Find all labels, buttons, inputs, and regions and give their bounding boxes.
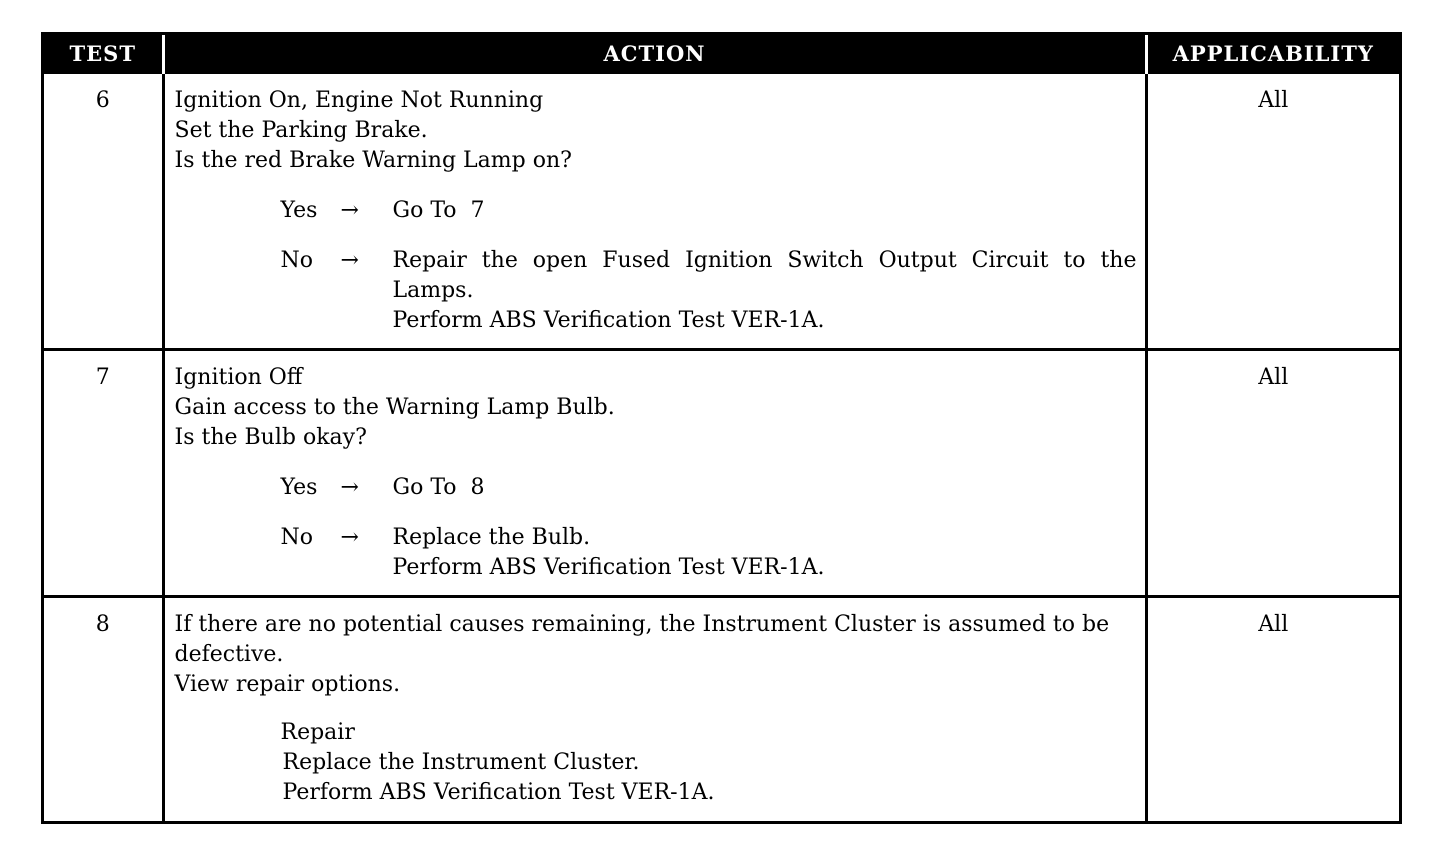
outcome-body [393, 196, 1137, 226]
outcome-line: Replace the Bulb. [392, 525, 591, 550]
action-cell [163, 350, 1146, 597]
test-cell [44, 73, 163, 350]
outcome-line: Repair the open Fused Ignition Switch Output Circuit to the [392, 248, 1137, 273]
applicability-value: All [1258, 88, 1289, 113]
diagnostic-test-table [41, 32, 1402, 824]
repair-steps [283, 748, 1137, 808]
outcome-label: Yes [280, 198, 318, 223]
test-number: 6 [95, 88, 110, 113]
outcome-body [393, 523, 1137, 583]
test-number: 8 [95, 612, 110, 637]
outcome-no [281, 246, 1137, 336]
action-content [165, 74, 1145, 348]
test-cell [44, 350, 163, 597]
action-cell [163, 73, 1146, 350]
outcome-line: Go To 8 [392, 475, 485, 500]
applicability-cell [1146, 73, 1399, 350]
applicability-cell [1146, 350, 1399, 597]
action-line: View repair options. [174, 672, 401, 697]
outcome-no [281, 523, 1137, 583]
header-applicability: APPLICABILITY [1146, 35, 1399, 73]
arrow-right-icon: → [340, 248, 359, 273]
repair-label: Repair [280, 720, 355, 745]
outcome-yes [281, 473, 1137, 503]
test-cell [44, 597, 163, 821]
header-action: ACTION [163, 35, 1146, 73]
outcome-line: Go To 7 [392, 198, 485, 223]
applicability-value: All [1258, 365, 1289, 390]
table-header [44, 35, 1399, 73]
applicability-cell [1146, 597, 1399, 821]
header-row [44, 35, 1399, 73]
action-line: Set the Parking Brake. [174, 118, 428, 143]
action-line: Is the red Brake Warning Lamp on? [174, 148, 572, 173]
outcome-body [393, 473, 1137, 503]
outcome-yes [281, 196, 1137, 226]
applicability-value: All [1258, 612, 1289, 637]
outcome-line: Perform ABS Verification Test VER-1A. [392, 308, 825, 333]
action-content [165, 598, 1145, 820]
arrow-right-icon: → [340, 198, 359, 223]
outcome-label: No [280, 248, 313, 273]
table-row [44, 597, 1399, 821]
outcome-line: Lamps. [392, 278, 474, 303]
repair-step: Perform ABS Verification Test VER-1A. [282, 780, 715, 805]
action-content [165, 351, 1145, 595]
arrow-right-icon: → [340, 475, 359, 500]
test-number: 7 [95, 365, 110, 390]
action-line: Gain access to the Warning Lamp Bulb. [174, 395, 615, 420]
table-row [44, 350, 1399, 597]
action-line: Ignition Off [174, 365, 303, 390]
test-table [44, 35, 1399, 821]
action-line: Ignition On, Engine Not Running [174, 88, 544, 113]
arrow-right-icon: → [340, 525, 359, 550]
outcome-label: No [280, 525, 313, 550]
repair-step: Replace the Instrument Cluster. [282, 750, 640, 775]
header-test: TEST [44, 35, 163, 73]
action-line: defective. [174, 642, 284, 667]
outcome-body [393, 246, 1137, 336]
action-line: If there are no potential causes remaining, the Instrument Cluster is assumed to be [174, 612, 1110, 637]
action-cell [163, 597, 1146, 821]
action-line: Is the Bulb okay? [174, 425, 367, 450]
outcome-label: Yes [280, 475, 318, 500]
table-row [44, 73, 1399, 350]
outcome-line: Perform ABS Verification Test VER-1A. [392, 555, 825, 580]
